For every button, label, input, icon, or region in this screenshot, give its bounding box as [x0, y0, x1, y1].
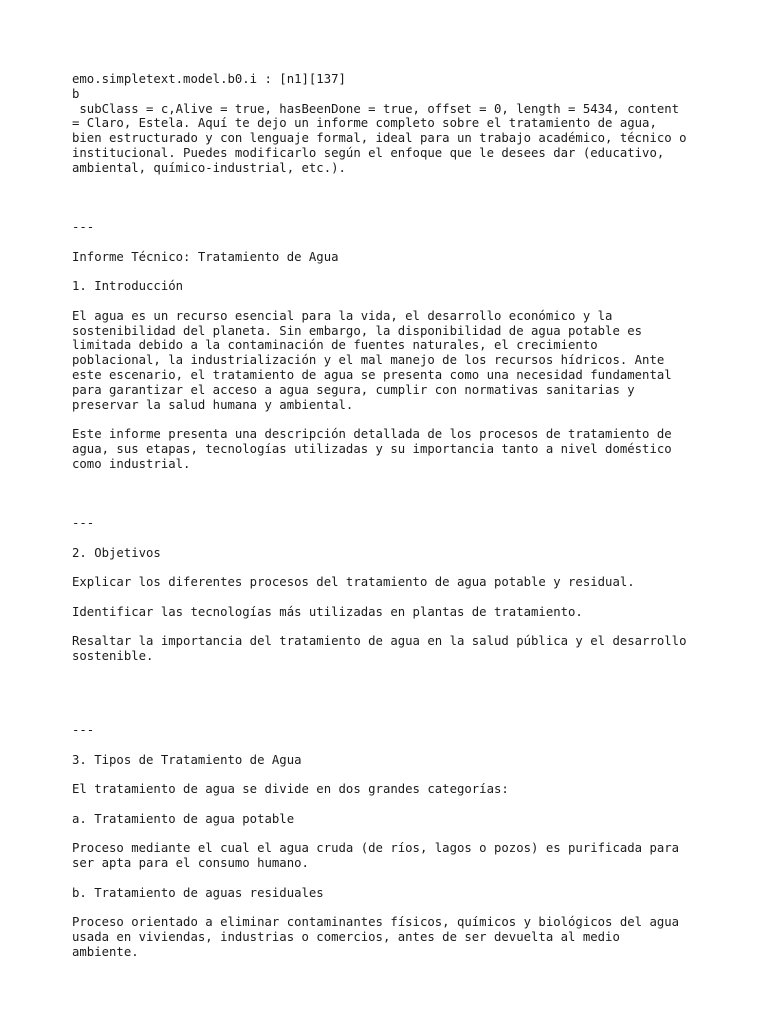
- objective-3: Resaltar la importancia del tratamiento de agua en la salud pública y el desarrollo sostenible.: [72, 634, 687, 664]
- section-1-paragraph-1: El agua es un recurso esencial para la vida, el desarrollo económico y la sostenibilidad del planeta. Sin embargo, la disponibilidad de agua potable es limitada debido a la contaminación de fuentes naturales, el crecimiento poblacional, la industrialización y el mal manejo de los recursos hídricos. Ante este escenario, el tratamiento de agua se presenta como una necesidad fundamental para garantizar el acceso a agua segura, cumplir con normativas sanitarias y preservar la salud humana y ambiental.: [72, 308, 672, 412]
- separator-1: ---: [72, 219, 95, 234]
- section-3-intro: El tratamiento de agua se divide en dos grandes categorías:: [72, 782, 509, 797]
- intro-paragraph: subClass = c,Alive = true, hasBeenDone = true, offset = 0, length = 5434, content = Claro, Estela. Aquí te dejo un informe completo sobre el tratamiento de agua, bien estructurado y con lenguaje formal, ideal para un trabajo académico, técnico o institucional. Puedes modificarlo según el enfoque que le desees dar (educativo, ambiental, químico-industrial, etc.).: [72, 101, 687, 175]
- document-page: [72, 72, 712, 960]
- section-1-heading: 1. Introducción: [72, 279, 184, 294]
- section-1-paragraph-2: Este informe presenta una descripción detallada de los procesos de tratamiento de agua, sus etapas, tecnologías utilizadas y su importancia tanto a nivel doméstico como industrial.: [72, 427, 672, 471]
- section-3-heading: 3. Tipos de Tratamiento de Agua: [72, 752, 302, 767]
- objective-1: Explicar los diferentes procesos del tratamiento de agua potable y residual.: [72, 575, 635, 590]
- report-title: Informe Técnico: Tratamiento de Agua: [72, 249, 339, 264]
- subsection-b-heading: b. Tratamiento de aguas residuales: [72, 885, 324, 900]
- separator-3: ---: [72, 723, 95, 738]
- subsection-b-text: Proceso orientado a eliminar contaminantes físicos, químicos y biológicos del agua usada en viviendas, industrias o comercios, antes de ser devuelta al medio ambiente.: [72, 915, 680, 960]
- separator-2: ---: [72, 515, 95, 530]
- objective-2: Identificar las tecnologías más utilizadas en plantas de tratamiento.: [72, 604, 583, 619]
- subsection-a-heading: a. Tratamiento de agua potable: [72, 811, 295, 826]
- header-line-1: emo.simpletext.model.b0.i : [n1][137]: [72, 72, 346, 86]
- header-line-2: b: [72, 86, 80, 101]
- subsection-a-text: Proceso mediante el cual el agua cruda (de ríos, lagos o pozos) es purificada para ser apta para el consumo humano.: [72, 841, 680, 871]
- section-2-heading: 2. Objetivos: [72, 545, 161, 560]
